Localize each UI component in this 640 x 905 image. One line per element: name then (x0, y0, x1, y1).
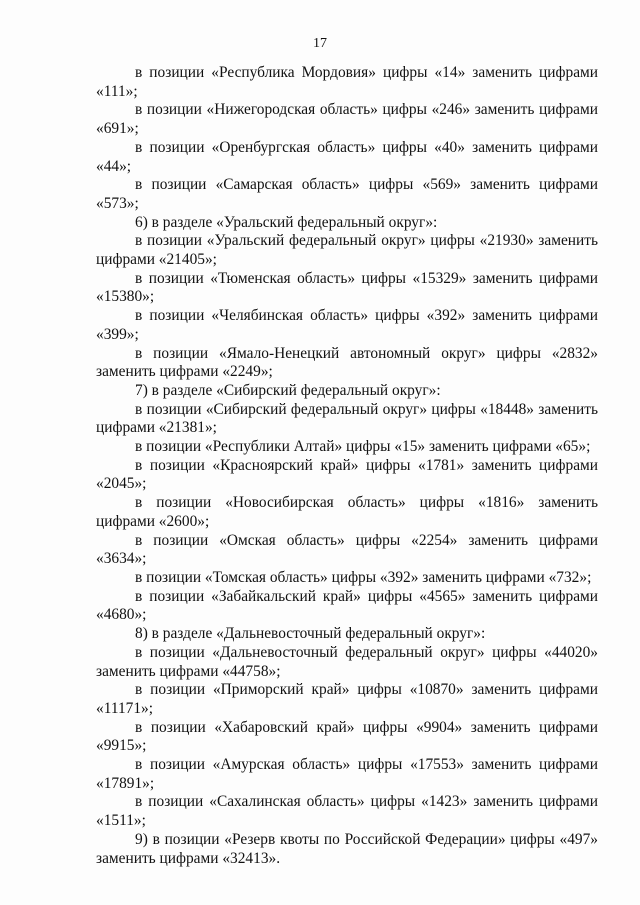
paragraph: в позиции «Забайкальский край» цифры «4565» заменить цифрами «4680»; (96, 587, 598, 624)
paragraph: 9) в позиции «Резерв квоты по Российской Федерации» цифры «497» заменить цифрами «32413». (96, 830, 598, 867)
page-number: 17 (313, 36, 327, 51)
paragraph: в позиции «Оренбургская область» цифры «40» заменить цифрами «44»; (96, 138, 598, 175)
paragraph: в позиции «Томская область» цифры «392» заменить цифрами «732»; (135, 568, 592, 586)
paragraph: в позиции «Нижегородская область» цифры «246» заменить цифрами «691»; (96, 101, 598, 138)
paragraph: в позиции «Сахалинская область» цифры «1423» заменить цифрами «1511»; (96, 793, 598, 830)
paragraph: в позиции «Республика Мордовия» цифры «14» заменить цифрами «111»; (96, 64, 598, 100)
paragraph: в позиции «Приморский край» цифры «10870» заменить цифрами «11171»; (96, 681, 598, 717)
paragraph: в позиции «Дальневосточный федеральный округ» цифры «44020» заменить цифрами «44758»; (96, 643, 598, 680)
paragraph: в позиции «Уральский федеральный округ» цифры «21930» заменить цифрами «21405»; (96, 232, 598, 269)
section-heading: 7) в разделе «Сибирский федеральный округ»: (135, 381, 441, 399)
paragraph: в позиции «Сибирский федеральный округ» цифры «18448» заменить цифрами «21381»; (96, 400, 598, 437)
paragraph: в позиции «Омская область» цифры «2254» заменить цифрами «3634»; (96, 531, 598, 568)
paragraph: в позиции «Ямало-Ненецкий автономный округ» цифры «2832» заменить цифрами «2249»; (96, 344, 598, 381)
paragraph: в позиции «Тюменская область» цифры «15329» заменить цифрами «15380»; (96, 269, 598, 306)
paragraph: в позиции «Республики Алтай» цифры «15» заменить цифрами «65»; (135, 438, 591, 456)
paragraph: в позиции «Новосибирская область» цифры «1816» заменить цифрами «2600»; (96, 494, 598, 530)
document-body (96, 64, 598, 868)
paragraph: в позиции «Самарская область» цифры «569» заменить цифрами «573»; (96, 176, 598, 212)
section-heading: 8) в разделе «Дальневосточный федеральный округ»: (135, 625, 486, 643)
paragraph: в позиции «Челябинская область» цифры «392» заменить цифрами «399»; (96, 307, 598, 343)
paragraph: в позиции «Амурская область» цифры «17553» заменить цифрами «17891»; (96, 756, 598, 792)
paragraph: в позиции «Хабаровский край» цифры «9904» заменить цифрами «9915»; (96, 718, 598, 755)
section-heading: 6) в разделе «Уральский федеральный округ»: (135, 213, 438, 231)
paragraph: в позиции «Красноярский край» цифры «1781» заменить цифрами «2045»; (96, 456, 598, 493)
